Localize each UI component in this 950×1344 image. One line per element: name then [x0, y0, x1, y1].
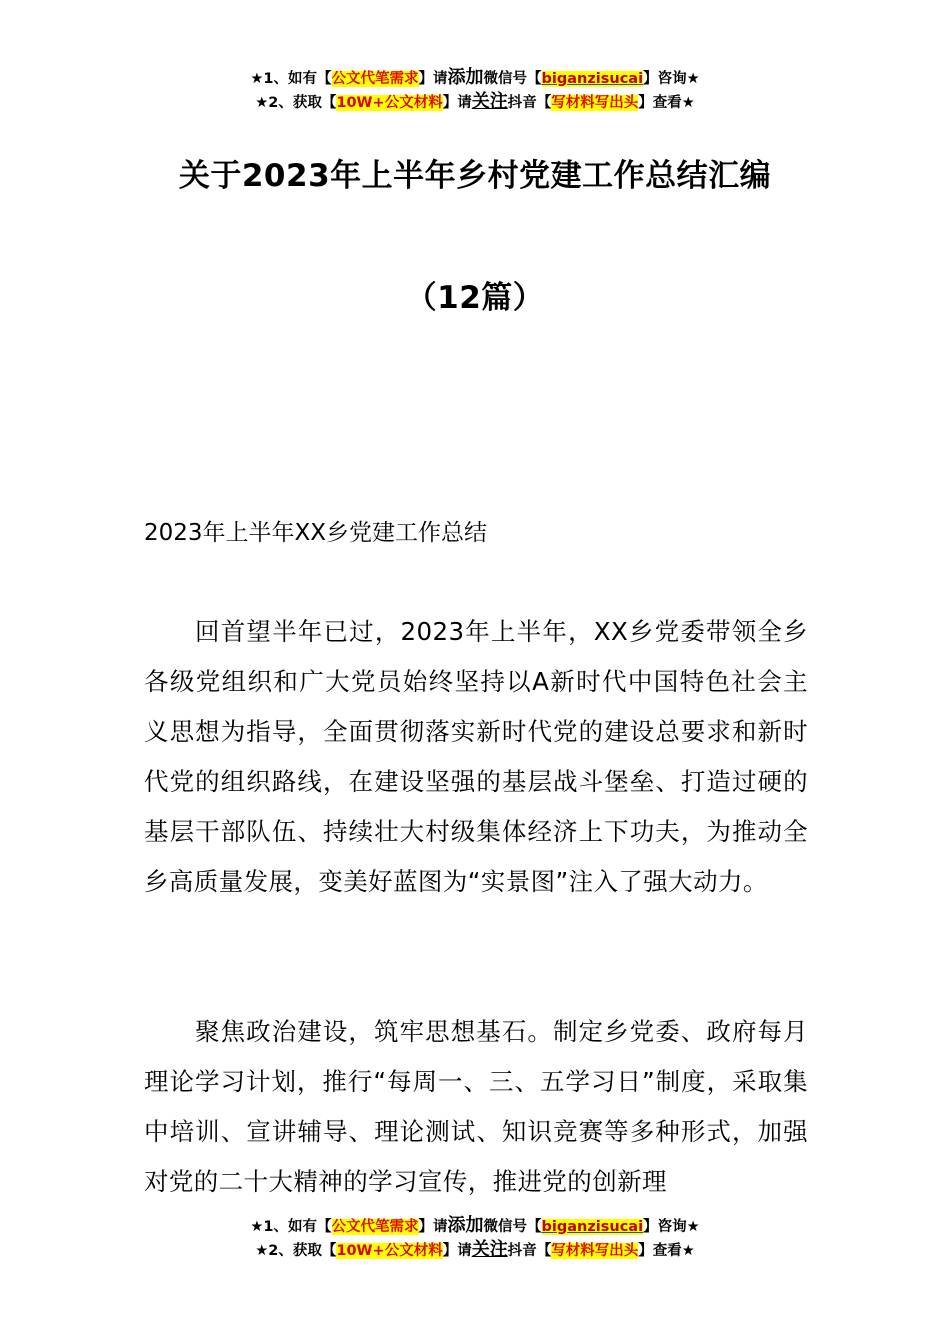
promo-banner-top: [0, 66, 950, 114]
promo-line-1: ★1、如有【公文代笔需求】请添加微信号【biganzisucai】咨询★: [250, 67, 700, 88]
body-paragraph-2-wrap: [144, 1007, 808, 1204]
promo-banner-bottom: [0, 1214, 950, 1262]
document-title-count: （12篇）: [405, 280, 545, 316]
promo-line-1: ★1、如有【公文代笔需求】请添加微信号【biganzisucai】咨询★: [250, 1215, 700, 1236]
douyin-account: 写材料写出头: [551, 1243, 639, 1259]
body-paragraph-1-wrap: [144, 607, 808, 907]
document-title: 关于2023年上半年乡村党建工作总结汇编: [178, 158, 772, 194]
wechat-id: biganzisucai: [541, 71, 644, 87]
highlight-service: 公文代笔需求: [331, 71, 419, 87]
highlight-materials: 10W+公文材料: [336, 1243, 443, 1259]
wechat-id: biganzisucai: [541, 1219, 644, 1235]
body-paragraph: 回首望半年已过，2023年上半年，XX乡党委带领全乡各级党组织和广大党员始终坚持以A新时代中国特色社会主义思想为指导，全面贯彻落实新时代党的建设总要求和新时代党的组织路线，在建设坚强的基层战斗堡垒、打造过硬的基层干部队伍、持续壮大村级集体经济上下功夫，为推动全乡高质量发展，变美好蓝图为“实景图”注入了强大动力。: [144, 617, 808, 896]
highlight-service: 公文代笔需求: [331, 1219, 419, 1235]
highlight-materials: 10W+公文材料: [336, 95, 443, 111]
promo-line-2: ★2、获取【10W+公文材料】请关注抖音【写材料写出头】查看★: [255, 91, 695, 112]
douyin-account: 写材料写出头: [551, 95, 639, 111]
body-paragraph: 聚焦政治建设，筑牢思想基石。制定乡党委、政府每月理论学习计划，推行“每周一、三、五学习日”制度，采取集中培训、宣讲辅导、理论测试、知识竞赛等多种形式，加强对党的二十大精神的学习宣传，推进党的创新理: [144, 1017, 808, 1196]
promo-line-2: ★2、获取【10W+公文材料】请关注抖音【写材料写出头】查看★: [255, 1239, 695, 1260]
section-subtitle: 2023年上半年XX乡党建工作总结: [144, 520, 488, 546]
